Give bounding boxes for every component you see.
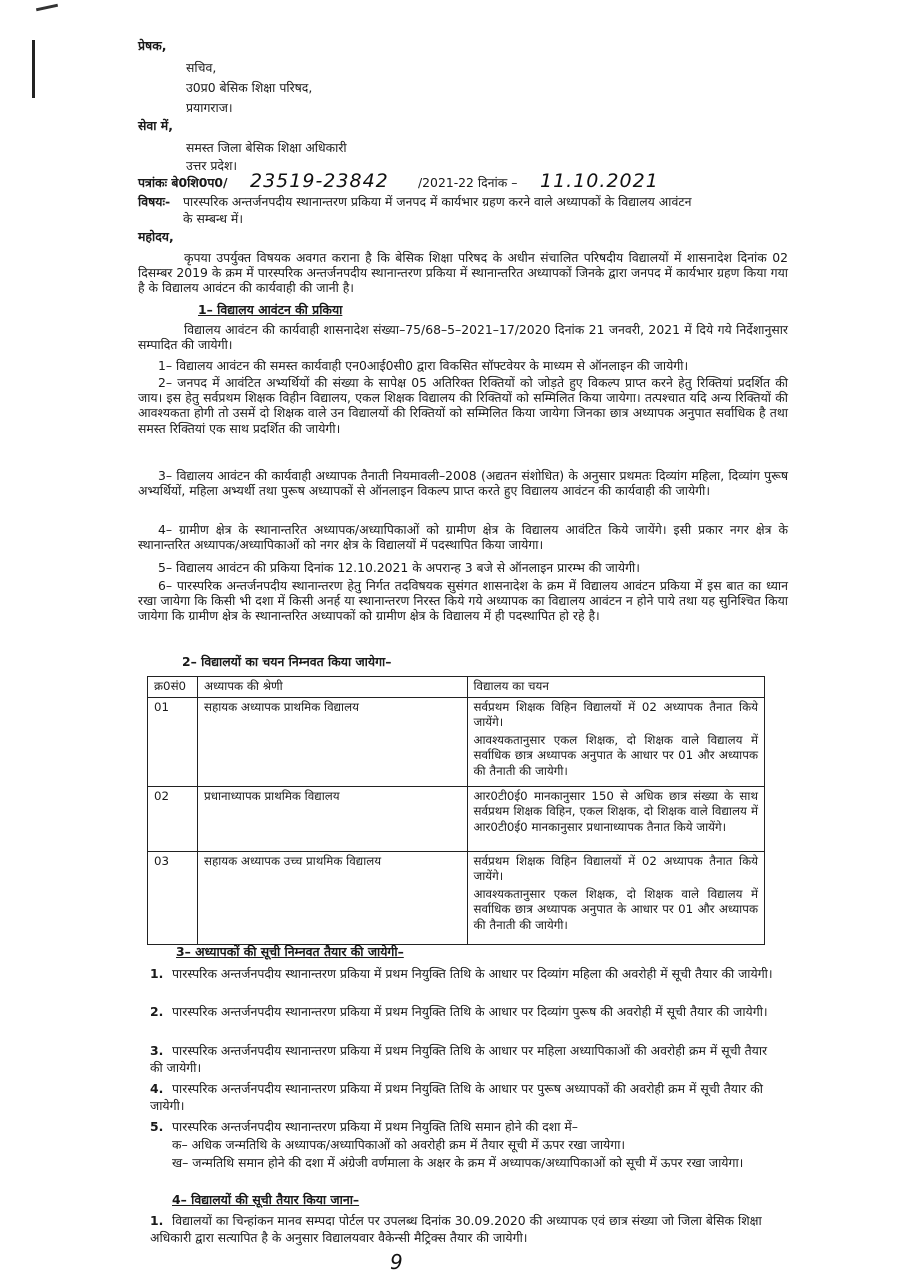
- row3-category: सहायक अध्यापक उच्च प्राथमिक विद्यालय: [197, 851, 467, 944]
- s3-item5-text: पारस्परिक अन्तर्जनपदीय स्थानान्तरण प्रकिया में प्रथम नियुक्ति तिथि समान होने की दशा में–: [172, 1119, 578, 1134]
- table-row: [148, 851, 765, 944]
- section1-title: 1– विद्यालय आवंटन की प्रकिया: [198, 302, 343, 317]
- row2-sno: 02: [148, 786, 198, 851]
- section4-title: 4– विद्यालयों की सूची तैयार किया जाना–: [172, 1192, 360, 1207]
- margin-stroke: [32, 40, 35, 98]
- s1-point4: 4– ग्रामीण क्षेत्र के स्थानान्तरित अध्यापक/अध्यापिकाओं को ग्रामीण क्षेत्र के विद्यालय आवंटित किये जायेंगे। इसी प्रकार नगर क्षेत्र के स्थानान्तरित अध्यापक/अध्यापिकाओं को नगर क्षेत्र के विद्यालयों में पदस्थापित किया जायेगा।: [138, 522, 788, 553]
- row3-selection-line2: आवश्यकतानुसार एकल शिक्षक, दो शिक्षक वाले विद्यालय में सर्वाधिक छात्र अध्यापक अनुपात के आधार पर 01 और अध्यापक की तैनाती की जायेगी।: [473, 886, 758, 932]
- header-sno: क्र0सं0: [148, 677, 198, 698]
- subject-line1: पारस्परिक अन्तर्जनपदीय स्थानान्तरण प्रकिया में जनपद में कार्यभार ग्रहण करने वाले अध्यापकों के विद्यालय आवंटन: [183, 194, 692, 209]
- s4-item1-num: 1.: [150, 1213, 164, 1228]
- to-line1: समस्त जिला बेसिक शिक्षा अधिकारी: [186, 140, 347, 155]
- subject-line2: के सम्बन्ध में।: [183, 211, 244, 226]
- row1-selection-line1: सर्वप्रथम शिक्षक विहिन विद्यालयों में 02 अध्यापक तैनात किये जायेंगे।: [473, 699, 758, 729]
- row2-selection: [467, 786, 765, 851]
- letter-no-handwritten: 23519-23842: [250, 170, 389, 192]
- s3-item1-text: पारस्परिक अन्तर्जनपदीय स्थानान्तरण प्रकिया में प्रथम नियुक्ति तिथि के आधार पर दिव्यांग महिला की अवरोही में सूची तैयार की जायेगी।: [172, 966, 773, 981]
- s1-point1: 1– विद्यालय आवंटन की समस्त कार्यवाही एन0आई0सी0 द्वारा विकसित सॉफ्टवेयर के माध्यम से ऑनलाइन की जायेगी।: [158, 358, 689, 373]
- row3-selection-line1: सर्वप्रथम शिक्षक विहिन विद्यालयों में 02 अध्यापक तैनात किये जायेंगे।: [473, 853, 758, 883]
- sender-label: प्रेषक,: [138, 38, 167, 53]
- section2-title: 2– विद्यालयों का चयन निम्नवत किया जायेगा–: [182, 654, 392, 669]
- sender-line1: सचिव,: [186, 60, 217, 75]
- s4-item1: [150, 1212, 780, 1246]
- s3-item3-text: पारस्परिक अन्तर्जनपदीय स्थानान्तरण प्रकिया में प्रथम नियुक्ति तिथि के आधार पर महिला अध्यापिकाओं की अवरोही क्रम में सूची तैयार की जायेगी।: [150, 1043, 768, 1075]
- subject-label: विषयः-: [138, 194, 171, 209]
- s1-point6: 6– पारस्परिक अन्तर्जनपदीय स्थानान्तरण हेतु निर्गत तदविषयक सुसंगत शासनादेश के क्रम में विद्यालय आवंटन प्रकिया में इस बात का ध्यान रखा जायेगा कि किसी भी दशा में किसी अनर्ह या स्थानान्तरण निरस्त किये गये अध्यापक का विद्यालय आवंटन न होने पाये तथा यह सुनिश्चित किया जायेगा कि ग्रामीण क्षेत्र के स्थानान्तरित अध्यापकों को ग्रामीण क्षेत्र के विद्यालय में ही पदस्थापित हो रहे है।: [138, 578, 788, 624]
- page-number: 9: [390, 1250, 404, 1274]
- salutation: महोदय,: [138, 229, 174, 244]
- row1-category: सहायक अध्यापक प्राथमिक विद्यालय: [197, 697, 467, 786]
- s3-item2: [150, 1003, 780, 1020]
- s3-item1: [150, 965, 780, 982]
- row1-selection-line2: आवश्यकतानुसार एकल शिक्षक, दो शिक्षक वाले विद्यालय में सर्वाधिक छात्र अध्यापक अनुपात के आधार पर 01 और अध्यापक की तैनाती की जायेगी।: [473, 732, 758, 778]
- letter-no-label: पत्रांकः बे0शि0प0/: [138, 175, 228, 190]
- table-row: [148, 697, 765, 786]
- row3-sno: 03: [148, 851, 198, 944]
- to-line2: उत्तर प्रदेश।: [186, 158, 238, 173]
- s1-point3: 3– विद्यालय आवंटन की कार्यवाही अध्यापक तैनाती नियमावली–2008 (अद्यतन संशोधित) के अनुसार प्रथमतः दिव्यांग महिला, दिव्यांग पुरूष अभ्यर्थियों, महिला अभ्यर्थी तथा पुरूष अध्यापकों से ऑनलाइन विकल्प प्राप्त करते हुए विद्यालय आवंटन की कार्यवाही की जायेगी।: [138, 468, 788, 499]
- s3-item4-num: 4.: [150, 1081, 164, 1096]
- row1-selection: [467, 697, 765, 786]
- intro-paragraph: कृपया उपर्युक्त विषयक अवगत कराना है कि बेसिक शिक्षा परिषद के अधीन संचालित परिषदीय विद्यालयों में शासनादेश दिनांक 02 दिसम्बर 2019 के क्रम में पारस्परिक अन्तर्जनपदीय स्थानान्तरण प्रकिया में स्थानान्तरित अध्यापकों जिनके द्वारा जनपद में कार्यभार ग्रहण किया गया है के विद्यालय आवंटन की कार्यवाही की जानी है।: [138, 250, 788, 296]
- pen-mark: [36, 4, 58, 12]
- row3-selection: [467, 851, 765, 944]
- table-row: [148, 786, 765, 851]
- header-selection: विद्यालय का चयन: [467, 677, 765, 698]
- section3-title: 3– अध्यापकों की सूची निम्नवत तैयार की जायेगी–: [176, 944, 404, 959]
- s3-item4-text: पारस्परिक अन्तर्जनपदीय स्थानान्तरण प्रकिया में प्रथम नियुक्ति तिथि के आधार पर पुरूष अध्यापकों की अवरोही क्रम में सूची तैयार की जायेगी।: [150, 1081, 763, 1113]
- section1-intro: विद्यालय आवंटन की कार्यवाही शासनादेश संख्या–75/68–5–2021–17/2020 दिनांक 21 जनवरी, 2021 में दिये गये निर्देशानुसार सम्पादित की जायेगी।: [138, 322, 788, 353]
- year-text: /2021-22 दिनांक –: [418, 175, 518, 190]
- sender-line2: उ0प्र0 बेसिक शिक्षा परिषद,: [186, 80, 313, 95]
- sender-line3: प्रयागराज।: [186, 100, 233, 115]
- s1-point5: 5– विद्यालय आवंटन की प्रकिया दिनांक 12.10.2021 के अपरान्ह 3 बजे से ऑनलाइन प्रारम्भ की जायेगी।: [158, 560, 640, 575]
- s3-item2-text: पारस्परिक अन्तर्जनपदीय स्थानान्तरण प्रकिया में प्रथम नियुक्ति तिथि के आधार पर दिव्यांग पुरूष की अवरोही में सूची तैयार की जायेगी।: [172, 1004, 768, 1019]
- s3-item4: [150, 1080, 780, 1114]
- s3-item5-num: 5.: [150, 1119, 164, 1134]
- s3-item5: [150, 1118, 780, 1135]
- date-handwritten: 11.10.2021: [540, 170, 659, 192]
- table-header-row: [148, 677, 765, 698]
- s3-item2-num: 2.: [150, 1004, 164, 1019]
- s3-sub-a: क– अधिक जन्मतिथि के अध्यापक/अध्यापिकाओं को अवरोही क्रम में तैयार सूची में ऊपर रखा जायेगा।: [172, 1137, 626, 1152]
- row2-category: प्रधानाध्यापक प्राथमिक विद्यालय: [197, 786, 467, 851]
- row1-sno: 01: [148, 697, 198, 786]
- s3-item1-num: 1.: [150, 966, 164, 981]
- row2-selection-line1: आर0टी0ई0 मानकानुसार 150 से अधिक छात्र संख्या के साथ सर्वप्रथम शिक्षक विहिन, एकल शिक्षक, दो शिक्षक वाले विद्यालय में आर0टी0ई0 मानकानुसार प्रधानाध्यापक तैनात किये जायेंगे।: [473, 788, 758, 834]
- s3-sub-b: ख– जन्मतिथि समान होने की दशा में अंग्रेजी वर्णमाला के अक्षर के क्रम में अध्यापक/अध्यापिकाओं को सूची में ऊपर रखा जायेगा।: [172, 1155, 744, 1170]
- selection-table: [147, 676, 765, 945]
- header-category: अध्यापक की श्रेणी: [197, 677, 467, 698]
- s3-item3-num: 3.: [150, 1043, 164, 1058]
- s3-item3: [150, 1042, 780, 1076]
- s4-item1-text: विद्यालयों का चिन्हांकन मानव सम्पदा पोर्टल पर उपलब्ध दिनांक 30.09.2020 की अध्यापक एवं छात्र संख्या जो जिला बेसिक शिक्षा अधिकारी द्वारा सत्यापित है के अनुसार विद्यालयवार वैकेन्सी मैट्रिक्स तैयार की जायेगी।: [150, 1213, 762, 1245]
- to-label: सेवा में,: [138, 118, 173, 133]
- s1-point2: 2– जनपद में आवंटित अभ्यर्थियों की संख्या के सापेक्ष 05 अतिरिक्त रिक्तियों को जोड़ते हुए विकल्प प्राप्त करने हेतु रिक्तियां प्रदर्शित की जाय। इस हेतु सर्वप्रथम शिक्षक विहीन विद्यालय, एकल शिक्षक विद्यालय की रिक्तियों को सम्मिलित किया जायेगा। तत्पश्चात यदि अन्य रिक्तियों की आवश्यकता होगी तो उसमें दो शिक्षक वाले उन विद्यालयों की रिक्तियों को सम्मिलित किया जायेगा जिनका छात्र अध्यापक अनुपात सर्वाधिक है तथा समस्त रिक्तियां एक साथ प्रदर्शित की जायेगी।: [138, 375, 788, 436]
